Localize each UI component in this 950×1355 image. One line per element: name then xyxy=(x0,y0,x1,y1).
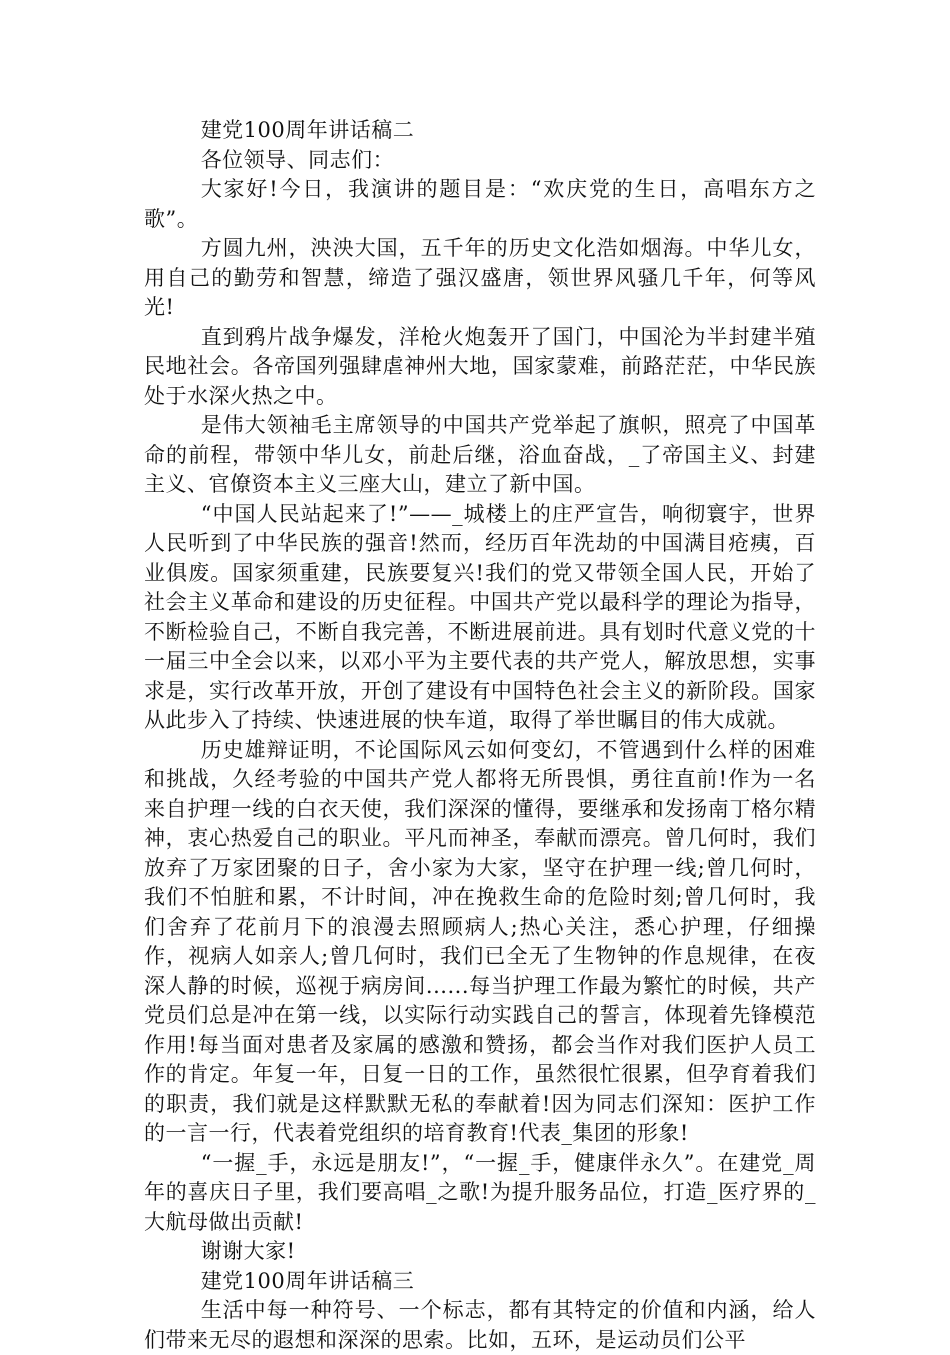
paragraph-thanks: 谢谢大家! xyxy=(200,1239,296,1263)
section-title-2: 建党100周年讲话稿二 xyxy=(200,118,415,142)
paragraph-history: 方圆九州，泱泱大国，五千年的历史文化浩如烟海。中华儿女，用自己的勤劳和智慧，缔造了强汉盛唐，领世界风骚几千年，何等风光! xyxy=(144,236,816,319)
paragraph-symbols: 生活中每一种符号、一个标志，都有其特定的价值和内涵，给人们带来无尽的遐想和深深的思索。比如，五环，是运动员们公平 xyxy=(144,1298,816,1352)
salutation: 各位领导、同志们： xyxy=(200,147,395,172)
section-title-3: 建党100周年讲话稿三 xyxy=(200,1268,415,1293)
paragraph-greeting: 大家好!今日，我演讲的题目是：“欢庆党的生日，高唱东方之歌”。 xyxy=(144,177,816,231)
paragraph-nursing: 历史雄辩证明，不论国际风云如何变幻，不管遇到什么样的困难和挑战，久经考验的中国共产党人都将无所畏惧，勇往直前!作为一名来自护理一线的白衣天使，我们深深的懂得，要继承和发扬南丁格尔精神，衷心热爱自己的职业。平凡而神圣，奉献而漂亮。曾几何时，我们放弃了万家团聚的日子，舍小家为大家，坚守在护理一线;曾几何时，我们不怕脏和累，不计时间，冲在挽救生命的危险时刻;曾几何时，我们舍弃了花前月下的浪漫去照顾病人;热心关注，悉心护理，仔细操作，视病人如亲人;曾几何时，我们已全无了生物钟的作息规律，在夜深人静的时候，巡视于病房间......每当护理工作最为繁忙的时候，共产党员们总是冲在第一线，以实际行动实践自己的誓言，体现着先锋模范作用!每当面对患者及家属的感激和赞扬，都会当作对我们医护人员工作的肯定。年复一年，日复一日的工作，虽然很忙很累，但孕育着我们的职责，我们就是这样默默无私的奉献着!因为同志们深知：医护工作的一言一行，代表着党组织的培育教育!代表_集团的形象! xyxy=(144,737,816,1145)
paragraph-opium-war: 直到鸦片战争爆发，洋枪火炮轰开了国门，中国沦为半封建半殖民地社会。各帝国列强肆虐神州大地，国家蒙难，前路茫茫，中华民族处于水深火热之中。 xyxy=(144,324,816,408)
paragraph-party-leadership: 是伟大领袖毛主席领导的中国共产党举起了旗帜，照亮了中国革命的前程，带领中华儿女，前赴后继，浴血奋战，_了帝国主义、封建主义、官僚资本主义三座大山，建立了新中国。 xyxy=(144,413,816,496)
document-page xyxy=(144,116,816,1355)
paragraph-handshake: “一握_手，永远是朋友!”，“一握_手，健康伴永久”。在建党_周年的喜庆日子里，我们要高唱_之歌!为提升服务品位，打造_医疗界的_大航母做出贡献! xyxy=(144,1150,816,1234)
paragraph-new-china: “中国人民站起来了!”——_城楼上的庄严宣告，响彻寰宇，世界人民听到了中华民族的强音!然而，经历百年洗劫的中国满目疮痍，百业俱废。国家须重建，民族要复兴!我们的党又带领全国人民，开始了社会主义革命和建设的历史征程。中国共产党以最科学的理论为指导，不断检验自己，不断自我完善，不断进展前进。具有划时代意义党的十一届三中全会以来，以邓小平为主要代表的共产党人，解放思想，实事求是，实行改革开放，开创了建设有中国特色社会主义的新阶段。国家从此步入了持续、快速进展的快车道，取得了举世瞩目的伟大成就。 xyxy=(144,501,816,732)
